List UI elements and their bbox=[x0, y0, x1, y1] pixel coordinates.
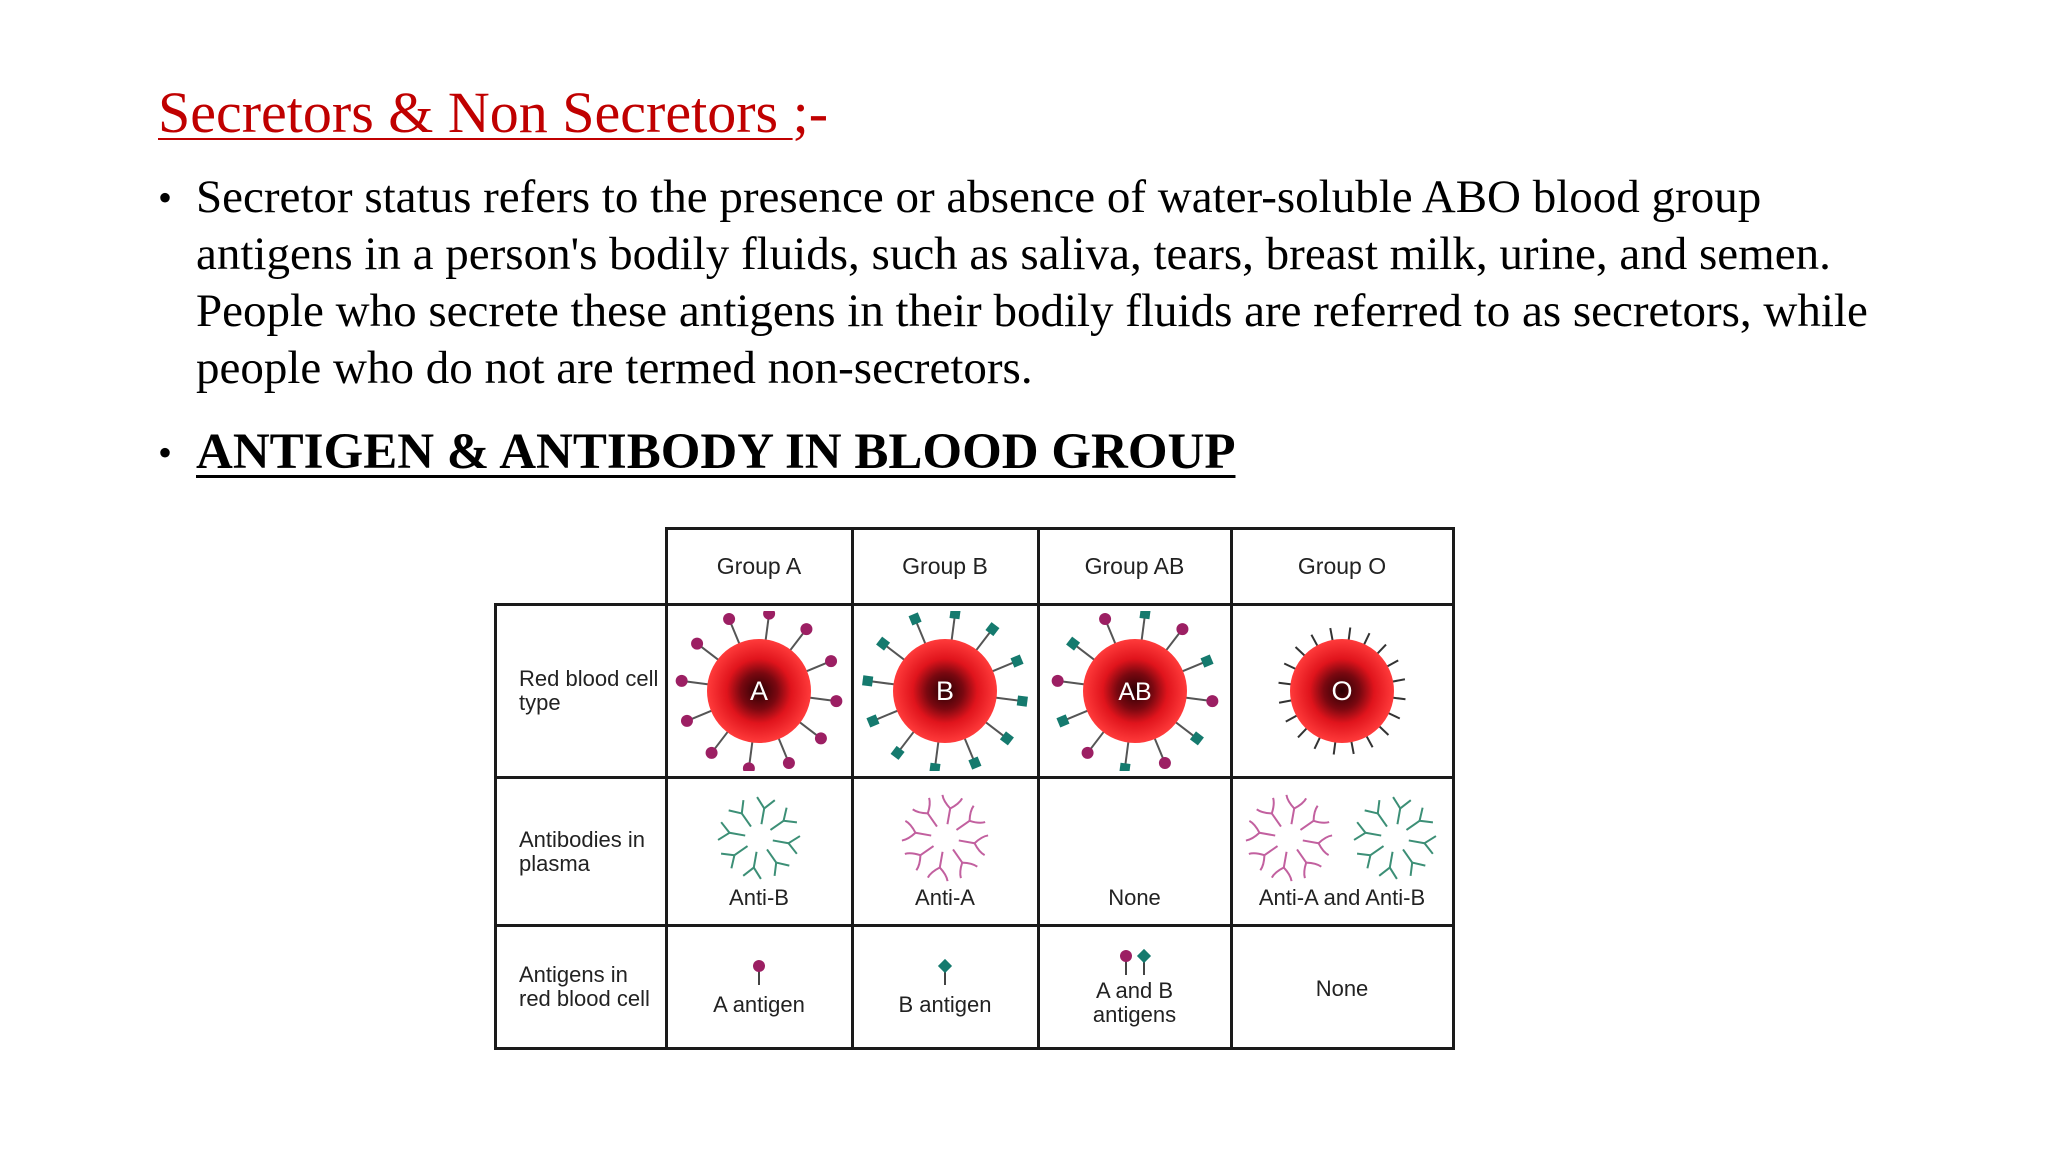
header-group-o: Group O bbox=[1231, 529, 1453, 605]
anti-a-antibodies-icon bbox=[1239, 793, 1339, 883]
antibody-cell-b bbox=[852, 778, 1038, 926]
antibody-cell-a bbox=[666, 778, 852, 926]
red-blood-cell-o-icon bbox=[1253, 611, 1431, 771]
antibody-caption: None bbox=[1108, 884, 1161, 910]
title-suffix: ;- bbox=[792, 80, 829, 145]
row-label-rbc: Red blood cell type bbox=[496, 605, 667, 778]
svg-text:A: A bbox=[749, 676, 769, 706]
title-text: Secretors & Non Secretors bbox=[158, 80, 793, 145]
antigen-caption: A and B antigens bbox=[1092, 978, 1177, 1027]
antigen-caption: None bbox=[1315, 976, 1369, 1001]
antibody-cell-ab bbox=[1038, 778, 1231, 926]
slide-title bbox=[158, 78, 828, 148]
blood-group-table bbox=[494, 527, 1455, 1050]
a-antigen-icon bbox=[739, 957, 779, 989]
header-group-b: Group B bbox=[852, 529, 1038, 605]
antigen-cell-b bbox=[852, 926, 1038, 1049]
rbc-cell-o bbox=[1231, 605, 1453, 778]
antibody-caption: Anti-A and Anti-B bbox=[1258, 884, 1426, 910]
a-and-b-antigens-icon bbox=[1115, 947, 1155, 979]
antigen-caption: B antigen bbox=[898, 992, 992, 1017]
antigen-cell-a bbox=[666, 926, 852, 1049]
svg-text:O: O bbox=[1331, 676, 1353, 706]
anti-b-antibodies-icon bbox=[709, 793, 809, 883]
red-blood-cell-a-icon bbox=[670, 611, 848, 771]
rbc-cell-a bbox=[666, 605, 852, 778]
bullet-text: Secretor status refers to the presence or absence of water-soluble ABO blood group antigens in a person's bodily fluids, such as saliva, tears, breast milk, urine, and semen. People who secrete these antigens in their bodily fluids are referred to as secretors, while people who do not are termed non-secretors. bbox=[196, 171, 1868, 394]
header-group-a: Group A bbox=[666, 529, 852, 605]
antigen-cell-ab bbox=[1038, 926, 1231, 1049]
anti-a-antibodies-icon bbox=[895, 793, 995, 883]
rbc-cell-b bbox=[852, 605, 1038, 778]
bullet-marker: • bbox=[158, 430, 173, 475]
anti-b-antibodies-icon bbox=[1345, 793, 1445, 883]
bullet-marker: • bbox=[158, 175, 173, 220]
bullet-heading-text: ANTIGEN & ANTIBODY IN BLOOD GROUP bbox=[196, 424, 1236, 480]
red-blood-cell-b-icon bbox=[856, 611, 1034, 771]
antibody-caption: Anti-B bbox=[729, 884, 789, 910]
red-blood-cell-ab-icon bbox=[1046, 611, 1224, 771]
antigen-cell-o bbox=[1231, 926, 1453, 1049]
antibody-cell-o bbox=[1231, 778, 1453, 926]
b-antigen-icon bbox=[925, 957, 965, 989]
row-label-antigens: Antigens in red blood cell bbox=[496, 926, 667, 1049]
rbc-cell-ab bbox=[1038, 605, 1231, 778]
row-label-antibodies: Antibodies in plasma bbox=[496, 778, 667, 926]
svg-text:B: B bbox=[935, 676, 955, 706]
antigen-caption: A antigen bbox=[713, 992, 805, 1017]
header-group-ab: Group AB bbox=[1038, 529, 1231, 605]
table-corner bbox=[496, 529, 667, 605]
svg-text:AB: AB bbox=[1117, 678, 1152, 706]
antibody-caption: Anti-A bbox=[915, 884, 975, 910]
